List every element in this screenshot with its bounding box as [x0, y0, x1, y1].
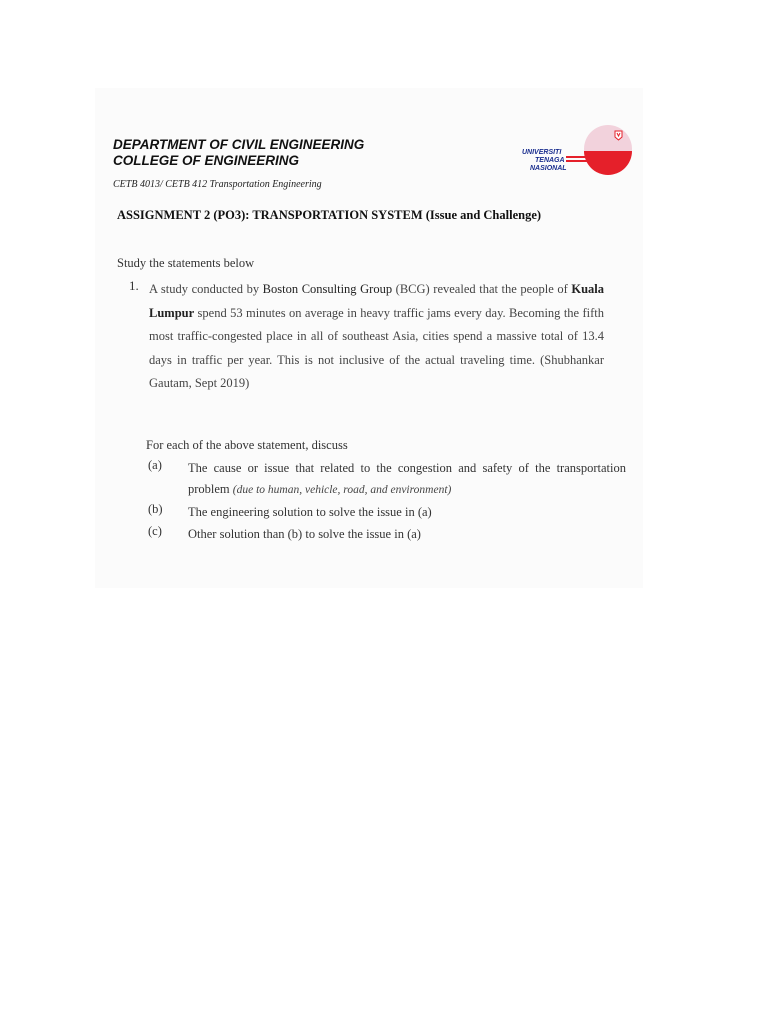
- statement-text: (BCG) revealed that the people of: [392, 282, 572, 296]
- course-code: CETB 4013/ CETB 412 Transportation Engineering: [113, 179, 322, 190]
- college-name: COLLEGE OF ENGINEERING: [113, 153, 300, 168]
- question-text-c: Other solution than (b) to solve the issue in (a): [188, 527, 421, 541]
- question-text: The cause or issue that related to the congestion and safety of the transportation problem: [188, 461, 626, 496]
- organization-name: Boston Consulting Group: [262, 282, 393, 296]
- statement-paragraph: [149, 278, 604, 396]
- question-label-b: (b): [148, 502, 163, 516]
- question-text-a: [188, 458, 626, 501]
- question-label-a: (a): [148, 458, 162, 472]
- statement-text: A study conducted by: [149, 282, 263, 296]
- logo-red-half: [584, 151, 632, 175]
- statement-number: 1.: [129, 278, 139, 293]
- discussion-intro: For each of the above statement, discuss: [146, 438, 348, 452]
- logo-stripe: [566, 156, 626, 158]
- statement-text: spend 53 minutes on average in heavy traffic jams every day. Becoming the fifth most traffic-congested place in all of southeast Asia, cities spend a massive total of 13.4 days in traffic per year. This is not inclusive of the actual traveling time. (Shubhankar Gautam, Sept 2019): [149, 305, 604, 390]
- logo-text-line3: NASIONAL: [530, 165, 567, 172]
- logo-stripe: [566, 160, 626, 162]
- university-logo: [518, 120, 634, 180]
- logo-text-line1: UNIVERSITI: [522, 149, 562, 156]
- instruction-text: Study the statements below: [117, 256, 255, 270]
- logo-text-line2: TENAGA: [535, 157, 565, 164]
- department-heading: [113, 137, 364, 169]
- city-name: Kuala Lumpur: [149, 282, 604, 320]
- assignment-title: ASSIGNMENT 2 (PO3): TRANSPORTATION SYSTEM (Issue and Challenge): [117, 208, 542, 222]
- question-text-b: The engineering solution to solve the issue in (a): [188, 505, 432, 519]
- question-label-c: (c): [148, 524, 162, 538]
- department-name: DEPARTMENT OF CIVIL ENGINEERING: [113, 137, 365, 152]
- question-note: (due to human, vehicle, road, and environment): [232, 484, 452, 496]
